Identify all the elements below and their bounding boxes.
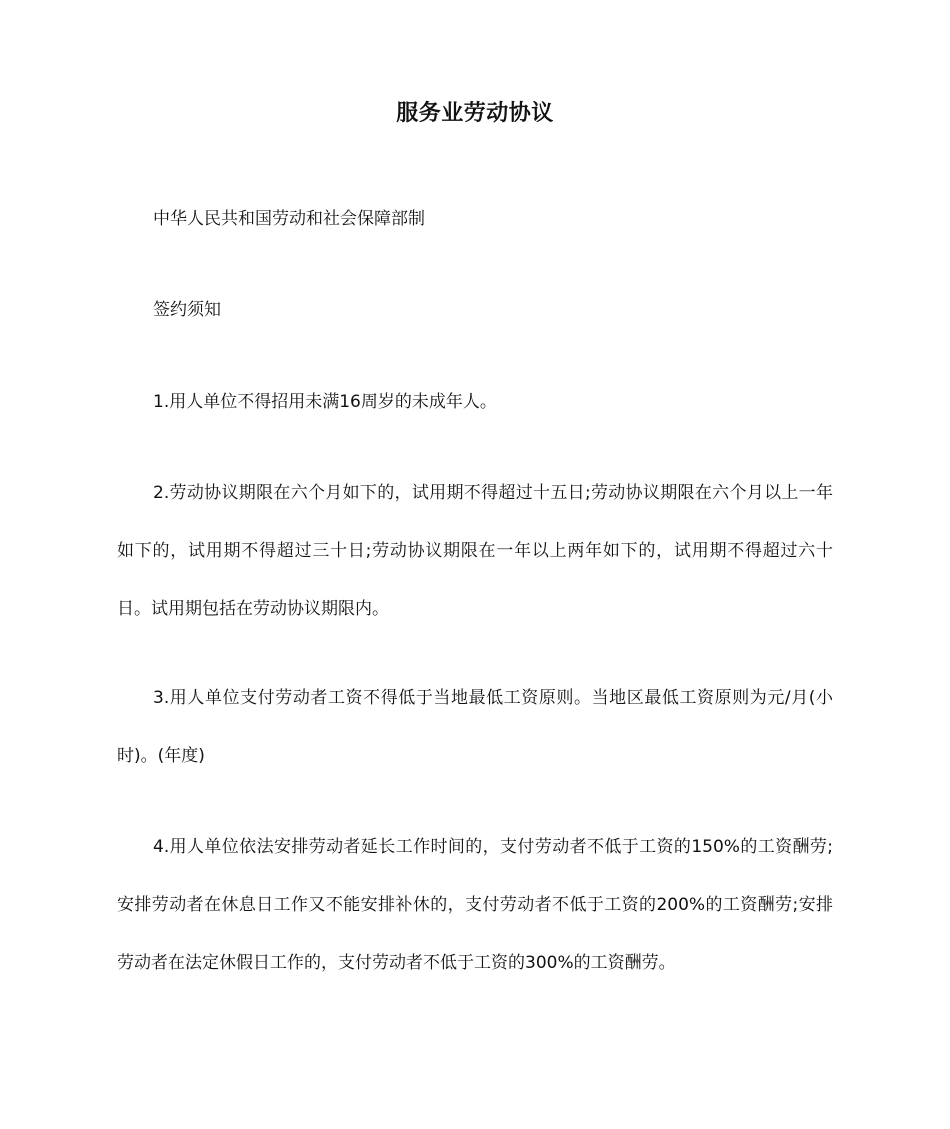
notice-item-4: 4.用人单位依法安排劳动者延长工作时间的，支付劳动者不低于工资的150%的工资酬劳;安排劳动者在休息日工作又不能安排补休的，支付劳动者不低于工资的200%的工资酬劳;安排劳动者在法定休假日工作的，支付劳动者不低于工资的300%的工资酬劳。 xyxy=(117,837,833,973)
notice-item-2: 2.劳动协议期限在六个月如下的，试用期不得超过十五日;劳动协议期限在六个月以上一年如下的，试用期不得超过三十日;劳动协议期限在一年以上两年如下的，试用期不得超过六十日。试用期包括在劳动协议期限内。 xyxy=(117,483,833,619)
notice-item-1: 1.用人单位不得招用未满16周岁的未成年人。 xyxy=(153,392,497,412)
document-title: 服务业劳动协议 xyxy=(396,101,554,126)
notice-item-3: 3.用人单位支付劳动者工资不得低于当地最低工资原则。当地区最低工资原则为元/月(小时)。(年度) xyxy=(117,688,833,766)
issuing-organization: 中华人民共和国劳动和社会保障部制 xyxy=(153,209,425,229)
notice-heading: 签约须知 xyxy=(153,300,221,320)
